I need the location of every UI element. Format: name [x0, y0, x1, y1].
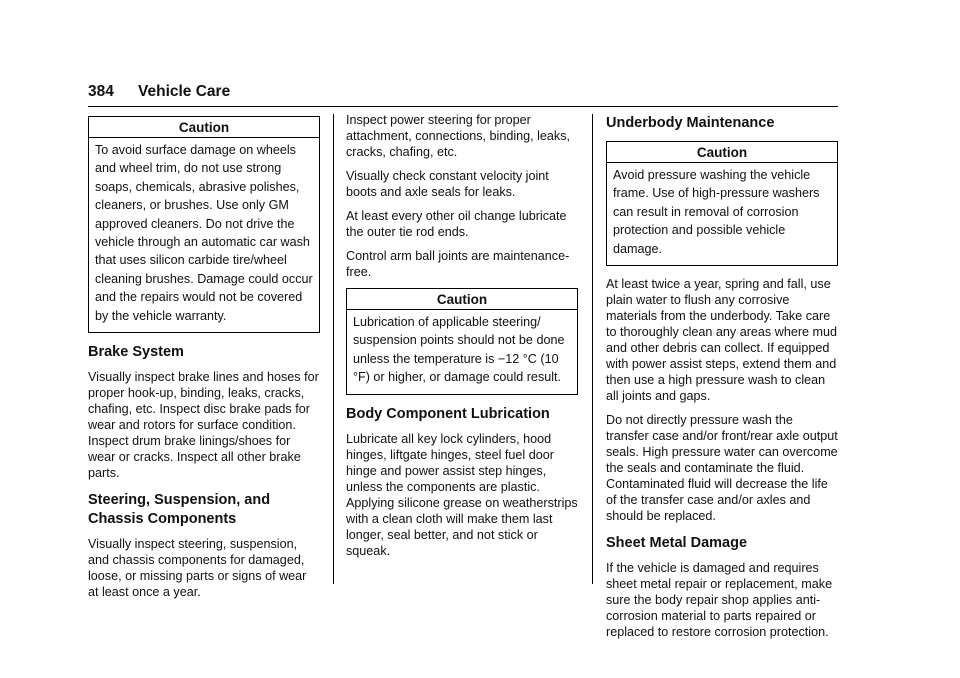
caution-text: Lubrication of applicable steering/ suspension points should not be done unless the temperature is −12 °C (10 °F) or higher, or damage could result. — [353, 315, 565, 385]
transfer-case-text: Do not directly pressure wash the transfer case and/or front/rear axle output seals. High pressure water can overcome the seals and contaminate the fluid. Contaminated fluid will decrease the life of the transfer case and/or axles and should be replaced. — [606, 413, 838, 524]
page-header — [88, 80, 838, 107]
sheet-metal-heading: Sheet Metal Damage — [606, 535, 748, 552]
column-middle — [346, 112, 578, 567]
tie-rod-text: At least every other oil change lubricate the outer tie rod ends. — [346, 209, 567, 239]
caution-text: To avoid surface damage on wheels and wheel trim, do not use strong soaps, chemicals, abrasive polishes, cleaners, or brushes. Use only GM approved cleaners. Do not drive the vehicle through an automatic car wash that uses silicon carbide tire/wheel cleaning brushes. Damage could occur and the repairs would not be covered by the vehicle warranty. — [95, 143, 313, 323]
underbody-flush-text: At least twice a year, spring and fall, use plain water to flush any corrosive materials from the underbody. Take care to thoroughly clean any areas where mud and other debris can collect. If equipped with power assist steps, extend them and then use a high pressure wash to clean all joints and gaps. — [606, 277, 838, 404]
body-lubrication-text: Lubricate all key lock cylinders, hood hinges, liftgate hinges, steel fuel door hinge and power assist step hinges, unless the components are plastic. Applying silicone grease on weatherstrips with a clean cloth will make them last longer, seal better, and not stick or squeak. — [346, 431, 578, 558]
caution-title: Caution — [607, 142, 837, 163]
caution-text: Avoid pressure washing the vehicle frame. Use of high-pressure washers can result in removal of corrosion protection and possible vehicle damage. — [613, 168, 820, 256]
brake-system-heading: Brake System — [88, 344, 184, 361]
sheet-metal-text: If the vehicle is damaged and requires sheet metal repair or replacement, make sure the body repair shop applies anti-corrosion material to parts repaired or replaced to restore corrosion protection. — [606, 561, 833, 640]
ball-joint-text: Control arm ball joints are maintenance-free. — [346, 249, 570, 279]
caution-title: Caution — [89, 117, 319, 138]
page-number: 384 — [88, 83, 114, 100]
brake-system-text: Visually inspect brake lines and hoses for proper hook-up, binding, leaks, cracks, chafing, etc. Inspect disc brake pads for wear and rotors for surface condition. Inspect drum brake linings/shoes for wear or cracks. Inspect all other brake parts. — [88, 370, 319, 481]
body-lubrication-heading: Body Component Lubrication — [346, 405, 550, 422]
steering-suspension-text: Visually inspect steering, suspension, and chassis components for damaged, loose, or missing parts or signs of wear at least once a year. — [88, 537, 307, 600]
column-left — [88, 112, 320, 608]
underbody-heading: Underbody Maintenance — [606, 115, 775, 131]
caution-box-lubrication — [346, 288, 578, 395]
steering-suspension-heading: Steering, Suspension, and Chassis Components — [88, 492, 271, 528]
column-divider — [592, 114, 593, 584]
power-steering-text: Inspect power steering for proper attachment, connections, binding, leaks, cracks, chafing, etc. — [346, 113, 571, 159]
caution-title: Caution — [347, 289, 577, 310]
section-title: Vehicle Care — [138, 83, 231, 100]
cv-joint-text: Visually check constant velocity joint boots and axle seals for leaks. — [346, 169, 549, 199]
column-divider — [333, 114, 334, 584]
column-right — [606, 112, 838, 648]
caution-box-underbody — [606, 141, 838, 266]
caution-box-wheels — [88, 116, 320, 333]
